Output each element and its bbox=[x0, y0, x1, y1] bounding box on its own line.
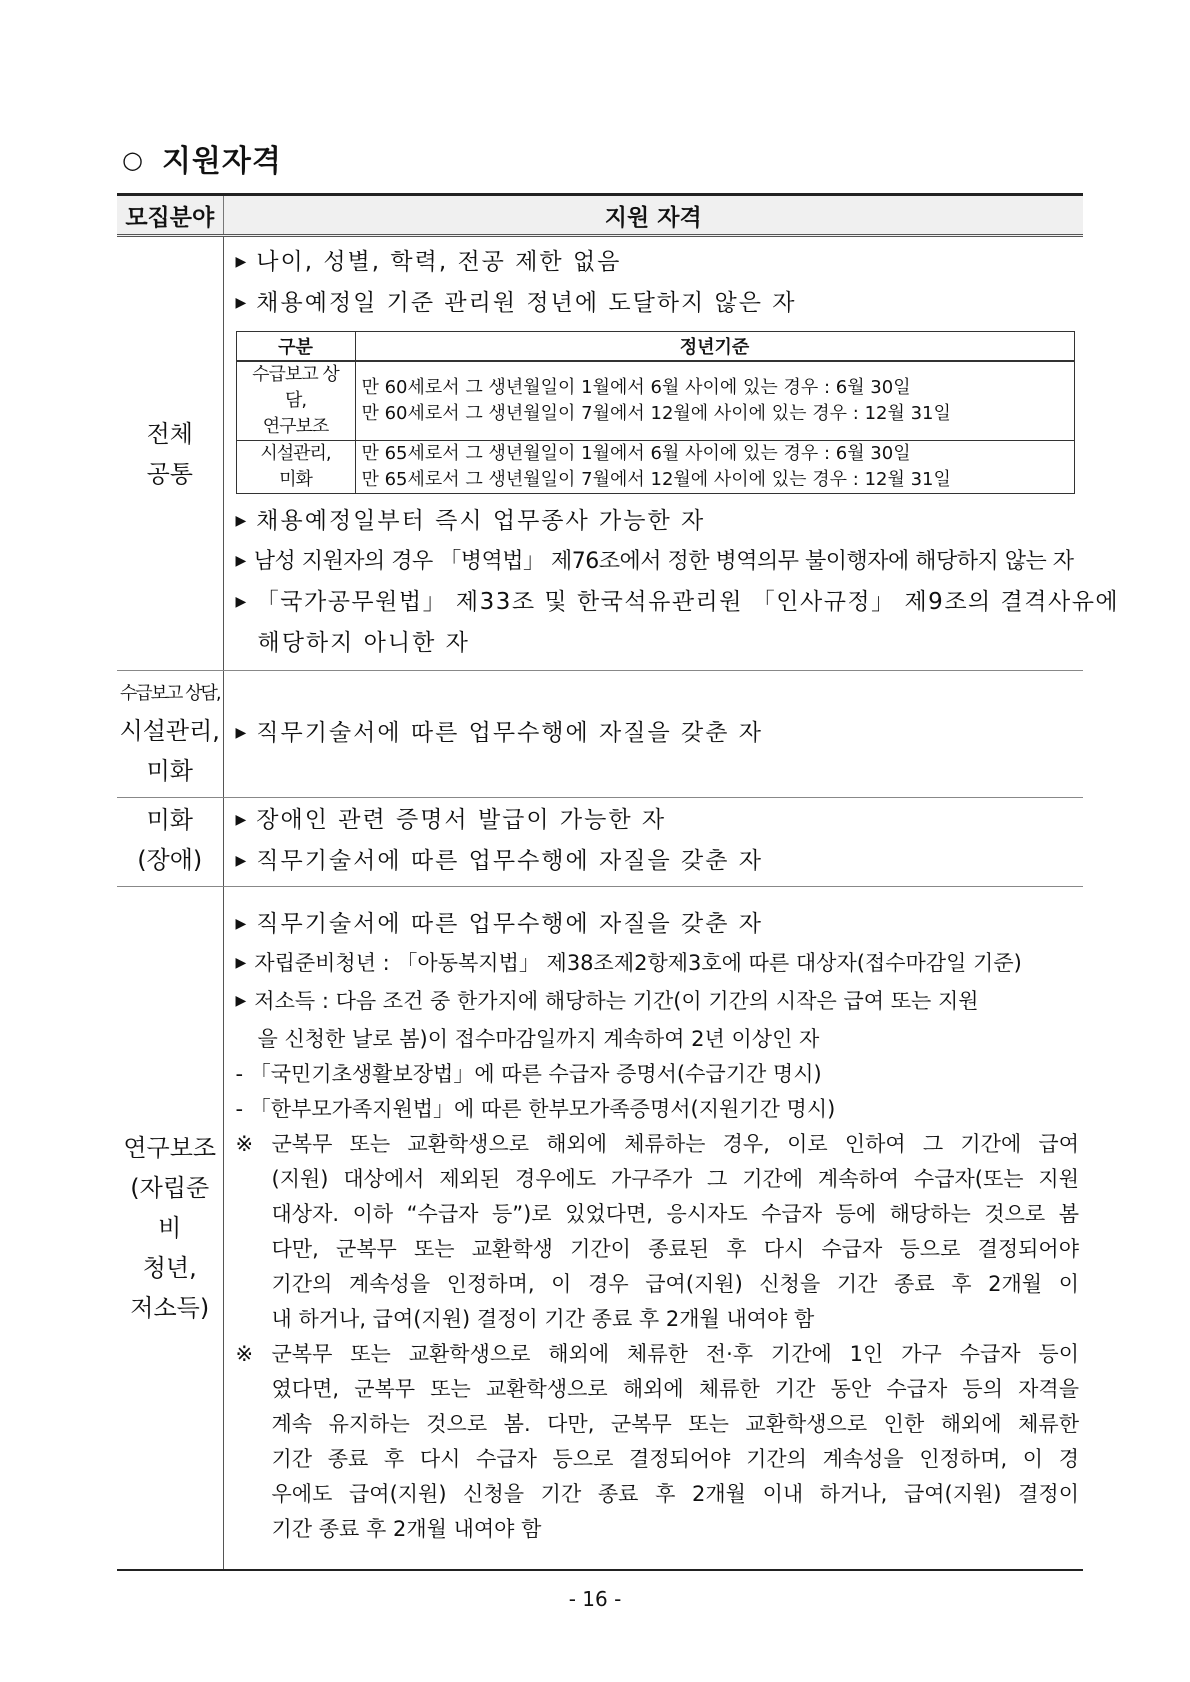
age-standard-line: 만 65세로서 그 생년월일이 7월에서 12월에 사이에 있는 경우 : 12월 31일 bbox=[361, 469, 951, 490]
category-disabled bbox=[117, 798, 223, 887]
age-head-group: 구분 bbox=[236, 332, 355, 362]
content-research bbox=[223, 887, 1083, 1571]
age-group-line: 연구보조 bbox=[262, 416, 329, 437]
triangle-bullet-icon: ▶ bbox=[235, 955, 247, 971]
list-item: ▶ 직무기술서에 따른 업무수행에 자질을 갖춘 자 bbox=[235, 848, 763, 874]
triangle-bullet-icon: ▶ bbox=[235, 553, 246, 569]
list-item: ▶ 「국가공무원법」 제33조 및 한국석유관리원 「인사규정」 제9조의 결격사유에 bbox=[235, 589, 1120, 615]
note-line: 기간 종료 후 다시 수급자 등으로 결정되어야 기간의 계속성을 인정하며, 이 경 bbox=[271, 1447, 1079, 1471]
category-line: 미화 bbox=[146, 757, 193, 785]
note-line: 군복무 또는 교환학생으로 해외에 체류하는 경우, 이로 인하여 그 기간에 급여 bbox=[271, 1132, 1079, 1156]
row-facility bbox=[117, 671, 1083, 798]
category-research bbox=[117, 887, 223, 1571]
dash-item: - 「국민기초생활보장법」에 따른 수급자 증명서(수급기간 명시) bbox=[235, 1062, 822, 1086]
circle-bullet-icon: ○ bbox=[122, 146, 144, 174]
note-line: 군복무 또는 교환학생으로 해외에 체류한 전·후 기간에 1인 가구 수급자 등이 bbox=[271, 1342, 1079, 1366]
category-line: 수급보고 상담, bbox=[119, 683, 220, 704]
category-line: 저소득) bbox=[130, 1294, 210, 1322]
note-line: 기간 종료 후 2개월 내여야 함 bbox=[271, 1517, 542, 1541]
row-research bbox=[117, 887, 1083, 1571]
section-title bbox=[122, 136, 282, 180]
qualification-table bbox=[117, 193, 1120, 1571]
retirement-age-table bbox=[236, 331, 1075, 494]
note-body bbox=[272, 1337, 1084, 1547]
note-line: 였다면, 군복무 또는 교환학생으로 해외에 체류한 기간 동안 수급자 등의 자격을 bbox=[271, 1377, 1079, 1401]
content-disabled bbox=[223, 798, 1083, 887]
section-title-text: 지원자격 bbox=[161, 144, 282, 179]
note-line: 대상자. 이하 “수급자 등”)로 있었다면, 응시자도 수급자 등에 해당하는 것으로 봄 bbox=[271, 1202, 1079, 1226]
triangle-bullet-icon: ▶ bbox=[235, 594, 248, 610]
category-line: 청년, bbox=[142, 1254, 197, 1282]
note-block bbox=[236, 1337, 1084, 1547]
triangle-bullet-icon: ▶ bbox=[235, 724, 249, 741]
triangle-bullet-icon: ▶ bbox=[235, 295, 249, 311]
note-line: 우에도 급여(지원) 신청을 기간 종료 후 2개월 이내 하거나, 급여(지원) 결정이 bbox=[271, 1482, 1079, 1506]
triangle-bullet-icon: ▶ bbox=[235, 853, 249, 869]
age-group-line: 시설관리, bbox=[260, 443, 331, 464]
age-group-line: 수급보고 상담, bbox=[252, 364, 339, 411]
list-item: ▶ 직무기술서에 따른 업무수행에 자질을 갖춘 자 bbox=[235, 911, 763, 937]
content-common bbox=[223, 236, 1120, 671]
note-line: (지원) 대상에서 제외된 경우에도 가구주가 그 기간에 계속하여 수급자(또는 지원 bbox=[271, 1167, 1079, 1191]
note-body bbox=[272, 1127, 1084, 1337]
note-block bbox=[236, 1127, 1084, 1337]
age-standard-cell bbox=[355, 361, 1074, 441]
age-standard-line: 만 60세로서 그 생년월일이 1월에서 6월 사이에 있는 경우 : 6월 30일 bbox=[361, 377, 911, 398]
category-line: 미화 bbox=[146, 806, 193, 834]
note-line: 다만, 군복무 또는 교환학생 기간이 종료된 후 다시 수급자 등으로 결정되어야 bbox=[271, 1237, 1079, 1261]
age-standard-line: 만 60세로서 그 생년월일이 7월에서 12월에 사이에 있는 경우 : 12월 31일 bbox=[361, 403, 951, 424]
page-number: - 16 - bbox=[568, 1587, 622, 1611]
age-group-cell bbox=[236, 441, 355, 494]
category-line: 공통 bbox=[146, 459, 193, 488]
category-line: 전체 bbox=[146, 419, 193, 448]
content-facility bbox=[223, 671, 1083, 798]
category-line: (자립준비 bbox=[130, 1174, 210, 1242]
note-line: 내 하거나, 급여(지원) 결정이 기간 종료 후 2개월 내여야 함 bbox=[271, 1307, 815, 1331]
list-item: ▶ 남성 지원자의 경우 「병역법」 제76조에서 정한 병역의무 불이행자에 해당하지 않는 자 bbox=[235, 549, 1074, 574]
list-item: ▶ 직무기술서에 따른 업무수행에 자질을 갖춘 자 bbox=[235, 719, 763, 746]
category-line: 시설관리, bbox=[119, 717, 220, 745]
age-standard-cell bbox=[355, 441, 1074, 494]
age-standard-line: 만 65세로서 그 생년월일이 1월에서 6월 사이에 있는 경우 : 6월 30일 bbox=[361, 443, 911, 464]
list-item: ▶ 저소득 : 다음 조건 중 한가지에 해당하는 기간(이 기간의 시작은 급여 또는 지원 bbox=[235, 989, 979, 1013]
header-qualification: 지원 자격 bbox=[223, 195, 1083, 236]
dash-item: - 「한부모가족지원법」에 따른 한부모가족증명서(지원기간 명시) bbox=[235, 1097, 836, 1121]
row-common bbox=[117, 236, 1083, 671]
category-line: 연구보조 bbox=[123, 1134, 217, 1162]
triangle-bullet-icon: ▶ bbox=[235, 254, 249, 270]
list-item: ▶ 채용예정일부터 즉시 업무종사 가능한 자 bbox=[235, 508, 706, 534]
list-item: ▶ 자립준비청년 : 「아동복지법」 제38조제2항제3호에 따른 대상자(접수마감일 기준) bbox=[235, 951, 1022, 975]
category-common bbox=[117, 236, 223, 671]
list-item: ▶ 채용예정일 기준 관리원 정년에 도달하지 않은 자 bbox=[235, 290, 797, 316]
list-item: ▶ 장애인 관련 증명서 발급이 가능한 자 bbox=[235, 807, 667, 833]
category-facility bbox=[117, 671, 223, 798]
triangle-bullet-icon: ▶ bbox=[235, 812, 249, 828]
age-group-line: 미화 bbox=[279, 469, 312, 490]
list-item-continued: 을 신청한 날로 봄)이 접수마감일까지 계속하여 2년 이상인 자 bbox=[257, 1027, 820, 1051]
note-line: 기간의 계속성을 인정하며, 이 경우 급여(지원) 신청을 기간 종료 후 2개월 이 bbox=[271, 1272, 1079, 1296]
age-group-cell bbox=[236, 361, 355, 441]
triangle-bullet-icon: ▶ bbox=[235, 993, 247, 1009]
age-head-standard: 정년기준 bbox=[355, 332, 1074, 362]
header-field: 모집분야 bbox=[117, 195, 223, 236]
row-disabled bbox=[117, 798, 1083, 887]
triangle-bullet-icon: ▶ bbox=[235, 513, 249, 529]
triangle-bullet-icon: ▶ bbox=[235, 916, 249, 932]
list-item-continued: 해당하지 아니한 자 bbox=[257, 630, 470, 656]
note-line: 계속 유지하는 것으로 봄. 다만, 군복무 또는 교환학생으로 인한 해외에 체류한 bbox=[271, 1412, 1079, 1436]
reference-mark-icon: ※ bbox=[235, 1342, 254, 1366]
category-line: (장애) bbox=[137, 846, 203, 874]
reference-mark-icon: ※ bbox=[235, 1132, 254, 1156]
list-item: ▶ 나이, 성별, 학력, 전공 제한 없음 bbox=[235, 249, 622, 275]
